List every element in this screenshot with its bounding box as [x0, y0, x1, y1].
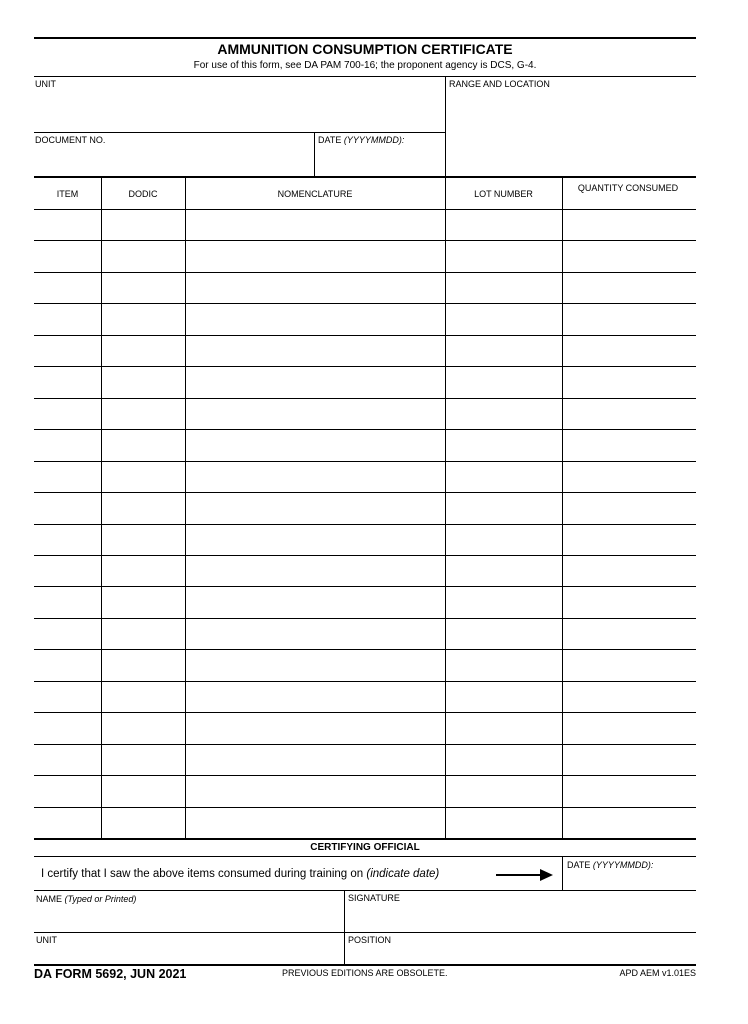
cell-nomenclature[interactable] [186, 494, 444, 521]
cell-lot-number[interactable] [446, 651, 561, 678]
cell-nomenclature[interactable] [186, 368, 444, 395]
unit-label: UNIT [35, 79, 56, 89]
cell-item[interactable] [35, 305, 100, 332]
header-date-field[interactable] [318, 148, 442, 174]
cell-quantity-consumed[interactable] [563, 211, 695, 238]
signature-label: SIGNATURE [348, 893, 400, 903]
cell-item[interactable] [35, 211, 100, 238]
cell-quantity-consumed[interactable] [563, 683, 695, 710]
column-header-dodic: DODIC [128, 189, 158, 199]
cell-nomenclature[interactable] [186, 651, 444, 678]
cell-nomenclature[interactable] [186, 683, 444, 710]
cell-dodic[interactable] [102, 588, 184, 615]
cell-quantity-consumed[interactable] [563, 305, 695, 332]
cell-nomenclature[interactable] [186, 777, 444, 804]
table-top-rule [34, 176, 696, 178]
cell-dodic[interactable] [102, 305, 184, 332]
signature-field[interactable] [348, 906, 693, 930]
cell-dodic[interactable] [102, 242, 184, 269]
cell-dodic[interactable] [102, 368, 184, 395]
row-rule [34, 429, 696, 430]
cell-dodic[interactable] [102, 463, 184, 490]
cell-dodic[interactable] [102, 274, 184, 301]
row-rule [34, 618, 696, 619]
row-rule [34, 272, 696, 273]
cell-item[interactable] [35, 557, 100, 584]
column-header-quantity-consumed: QUANTITY CONSUMED [577, 183, 679, 193]
cell-item[interactable] [35, 588, 100, 615]
unit-position-rule [34, 932, 696, 933]
cell-quantity-consumed[interactable] [563, 557, 695, 584]
cell-nomenclature[interactable] [186, 620, 444, 647]
signature-divider [344, 890, 345, 964]
footer-rule [34, 964, 696, 966]
cell-nomenclature[interactable] [186, 242, 444, 269]
cell-quantity-consumed[interactable] [563, 337, 695, 364]
cell-lot-number[interactable] [446, 211, 561, 238]
cell-item[interactable] [35, 242, 100, 269]
top-rule [34, 37, 696, 39]
cell-lot-number[interactable] [446, 557, 561, 584]
cell-dodic[interactable] [102, 557, 184, 584]
position-label: POSITION [348, 935, 392, 945]
cell-quantity-consumed[interactable] [563, 588, 695, 615]
cell-nomenclature[interactable] [186, 557, 444, 584]
cell-item[interactable] [35, 746, 100, 773]
document-no-field[interactable] [35, 148, 311, 174]
cell-nomenclature[interactable] [186, 588, 444, 615]
cell-lot-number[interactable] [446, 305, 561, 332]
cell-item[interactable] [35, 274, 100, 301]
cert-unit-label: UNIT [36, 935, 57, 945]
cell-dodic[interactable] [102, 714, 184, 741]
header-date-label: DATE (YYYYMMDD): [318, 135, 405, 145]
cell-nomenclature[interactable] [186, 714, 444, 741]
form-title: AMMUNITION CONSUMPTION CERTIFICATE [217, 41, 513, 57]
cell-quantity-consumed[interactable] [563, 714, 695, 741]
obsolete-notice: PREVIOUS EDITIONS ARE OBSOLETE. [282, 968, 448, 978]
cell-nomenclature[interactable] [186, 337, 444, 364]
cell-lot-number[interactable] [446, 746, 561, 773]
cell-quantity-consumed[interactable] [563, 620, 695, 647]
range-divider [445, 76, 446, 176]
cell-lot-number[interactable] [446, 368, 561, 395]
cell-item[interactable] [35, 809, 100, 836]
cell-lot-number[interactable] [446, 274, 561, 301]
cell-dodic[interactable] [102, 526, 184, 553]
row-rule [34, 240, 696, 241]
version-label: APD AEM v1.01ES [619, 968, 696, 978]
right-arrow-icon [496, 868, 554, 882]
name-rule [34, 890, 696, 891]
cert-date-divider [562, 856, 563, 890]
cell-dodic[interactable] [102, 337, 184, 364]
cell-dodic[interactable] [102, 809, 184, 836]
certification-statement: I certify that I saw the above items consumed during training on (indicate date) [41, 868, 440, 880]
certifying-official-heading: CERTIFYING OFFICIAL [310, 842, 420, 853]
cell-nomenclature[interactable] [186, 400, 444, 427]
cell-dodic[interactable] [102, 683, 184, 710]
column-header-item: ITEM [56, 189, 79, 199]
cell-lot-number[interactable] [446, 431, 561, 458]
cell-quantity-consumed[interactable] [563, 494, 695, 521]
cell-quantity-consumed[interactable] [563, 274, 695, 301]
cell-item[interactable] [35, 714, 100, 741]
cell-lot-number[interactable] [446, 400, 561, 427]
cell-dodic[interactable] [102, 400, 184, 427]
cell-lot-number[interactable] [446, 620, 561, 647]
cell-lot-number[interactable] [446, 463, 561, 490]
unit-field[interactable] [35, 92, 443, 130]
cell-item[interactable] [35, 400, 100, 427]
column-header-lot-number: LOT NUMBER [474, 189, 533, 199]
cell-dodic[interactable] [102, 620, 184, 647]
cell-item[interactable] [35, 368, 100, 395]
cell-quantity-consumed[interactable] [563, 368, 695, 395]
cell-item[interactable] [35, 494, 100, 521]
cell-quantity-consumed[interactable] [563, 809, 695, 836]
form-id: DA FORM 5692, JUN 2021 [34, 967, 187, 981]
cell-dodic[interactable] [102, 211, 184, 238]
cell-quantity-consumed[interactable] [563, 463, 695, 490]
cell-nomenclature[interactable] [186, 746, 444, 773]
cell-lot-number[interactable] [446, 588, 561, 615]
cell-nomenclature[interactable] [186, 431, 444, 458]
row-rule [34, 303, 696, 304]
cell-quantity-consumed[interactable] [563, 777, 695, 804]
document-rule [34, 132, 445, 133]
cert-unit-field[interactable] [36, 946, 341, 962]
cell-item[interactable] [35, 526, 100, 553]
column-header-nomenclature: NOMENCLATURE [277, 189, 353, 199]
document-no-label: DOCUMENT NO. [35, 135, 106, 145]
cell-dodic[interactable] [102, 777, 184, 804]
cell-quantity-consumed[interactable] [563, 746, 695, 773]
cell-quantity-consumed[interactable] [563, 526, 695, 553]
cell-item[interactable] [35, 683, 100, 710]
header-rule [34, 76, 696, 77]
cell-item[interactable] [35, 651, 100, 678]
cell-lot-number[interactable] [446, 683, 561, 710]
form-subtitle: For use of this form, see DA PAM 700-16; the proponent agency is DCS, G-4. [193, 60, 537, 71]
cell-quantity-consumed[interactable] [563, 431, 695, 458]
certifying-heading-rule [34, 856, 696, 857]
table-header-rule [34, 209, 696, 210]
date-divider [314, 132, 315, 176]
cell-nomenclature[interactable] [186, 305, 444, 332]
cell-quantity-consumed[interactable] [563, 242, 695, 269]
cell-lot-number[interactable] [446, 337, 561, 364]
cell-nomenclature[interactable] [186, 463, 444, 490]
range-and-location-field[interactable] [449, 92, 693, 172]
cell-item[interactable] [35, 431, 100, 458]
cell-lot-number[interactable] [446, 494, 561, 521]
cert-date-field[interactable] [567, 872, 693, 888]
cell-lot-number[interactable] [446, 714, 561, 741]
row-rule [34, 586, 696, 587]
cell-nomenclature[interactable] [186, 526, 444, 553]
cell-quantity-consumed[interactable] [563, 651, 695, 678]
cell-quantity-consumed[interactable] [563, 400, 695, 427]
name-label: NAME (Typed or Printed) [36, 894, 137, 904]
cell-item[interactable] [35, 777, 100, 804]
cell-dodic[interactable] [102, 746, 184, 773]
cell-nomenclature[interactable] [186, 211, 444, 238]
row-rule [34, 775, 696, 776]
cell-item[interactable] [35, 620, 100, 647]
cell-nomenclature[interactable] [186, 809, 444, 836]
row-rule [34, 555, 696, 556]
cell-lot-number[interactable] [446, 777, 561, 804]
certifying-rule [34, 838, 696, 840]
cell-dodic[interactable] [102, 431, 184, 458]
row-rule [34, 649, 696, 650]
cell-item[interactable] [35, 463, 100, 490]
row-rule [34, 366, 696, 367]
cell-nomenclature[interactable] [186, 274, 444, 301]
position-field[interactable] [348, 946, 693, 962]
cell-item[interactable] [35, 337, 100, 364]
cell-lot-number[interactable] [446, 809, 561, 836]
range-and-location-label: RANGE AND LOCATION [449, 79, 550, 89]
row-rule [34, 712, 696, 713]
cell-dodic[interactable] [102, 494, 184, 521]
cell-lot-number[interactable] [446, 242, 561, 269]
cell-lot-number[interactable] [446, 526, 561, 553]
row-rule [34, 492, 696, 493]
cell-dodic[interactable] [102, 651, 184, 678]
name-field[interactable] [36, 906, 341, 930]
cert-date-label: DATE (YYYYMMDD): [567, 860, 654, 870]
